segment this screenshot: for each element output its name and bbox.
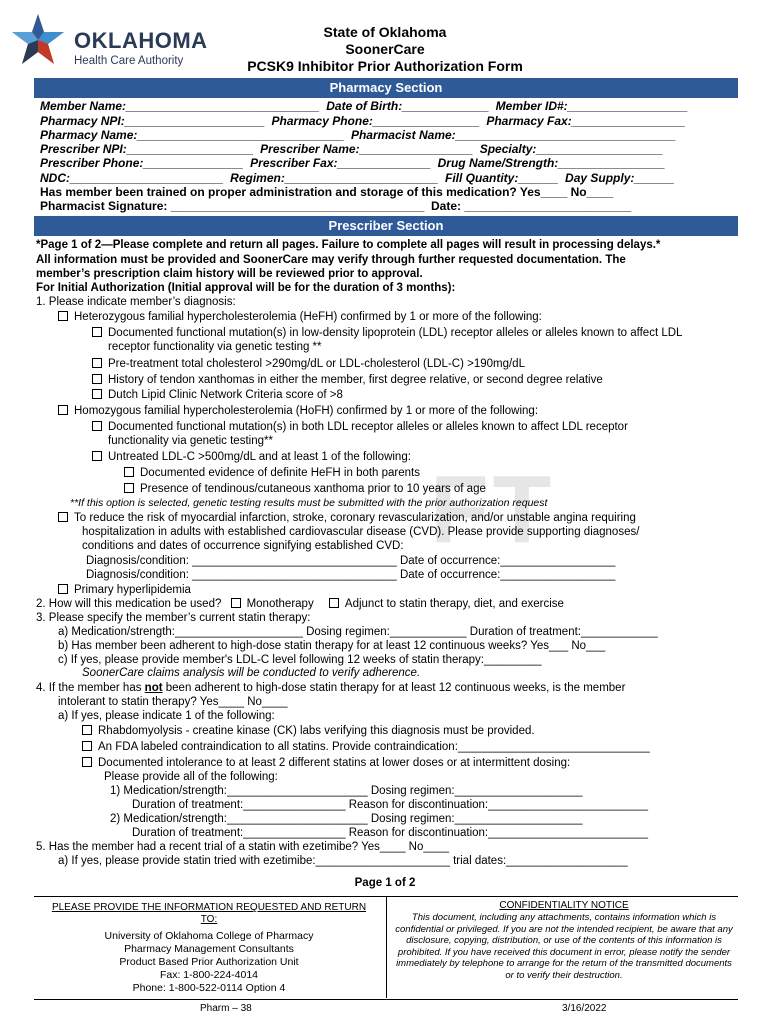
question-4a: a) If yes, please indicate 1 of the following: xyxy=(58,710,275,722)
option-hefh-mutation[interactable]: Documented functional mutation(s) in low-density lipoprotein (LDL) receptor alleles or alleles known to affect LDL xyxy=(92,326,682,340)
pharmacy-section-header: Pharmacy Section xyxy=(34,78,738,98)
header-program: SoonerCare xyxy=(345,41,425,57)
form-date: 3/16/2022 xyxy=(562,1003,607,1014)
option-hofh-xanthoma[interactable]: Presence of tendinous/cutaneous xanthoma prior to 10 years of age xyxy=(124,482,486,496)
notice-info-1: All information must be provided and SoonerCare may verify through further requested documentation. The xyxy=(36,254,626,266)
option-hefh-mutation-cont: receptor functionality via genetic testing ** xyxy=(108,341,322,353)
logo-subtitle: Health Care Authority xyxy=(74,55,184,67)
initial-authorization-heading: For Initial Authorization (Initial approval will be for the duration of 3 months): xyxy=(36,282,456,294)
pharmacy-line-member[interactable]: Member Name:_____________________________ Date of Birth:_____________ Member ID#:__________________ xyxy=(40,99,688,113)
question-1: 1. Please indicate member’s diagnosis: xyxy=(36,296,236,308)
genetic-testing-footnote: **If this option is selected, genetic testing results must be submitted with the prior authorization request xyxy=(70,497,548,509)
checkbox[interactable] xyxy=(92,358,102,368)
checkbox[interactable] xyxy=(92,327,102,337)
oha-logo xyxy=(8,10,208,70)
option-fda-contraindication[interactable]: An FDA labeled contraindication to all statins. Provide contraindication:______________________________ xyxy=(82,740,650,754)
checkbox[interactable] xyxy=(58,584,68,594)
option-cvd-cont2: conditions and dates of occurrence signifying established CVD: xyxy=(82,540,404,552)
option-hefh-dutch[interactable]: Dutch Lipid Clinic Network Criteria score of >8 xyxy=(92,388,343,402)
checkbox[interactable] xyxy=(82,757,92,767)
checkbox[interactable] xyxy=(92,421,102,431)
confidentiality-title: CONFIDENTIALITY NOTICE xyxy=(499,900,629,911)
return-dept: Pharmacy Management Consultants xyxy=(124,943,294,955)
option-hefh-xanthomas[interactable]: History of tendon xanthomas in either the member, first degree relative, or second degree relative xyxy=(92,373,603,387)
pharmacy-line-training[interactable]: Has member been trained on proper administration and storage of this medication? Yes____ No____ xyxy=(40,185,614,199)
diagnosis-field-1[interactable]: Diagnosis/condition: ________________________________ Date of occurrence:__________________ xyxy=(86,555,616,567)
notice-info-2: member’s prescription claim history will be reviewed prior to approval. xyxy=(36,268,423,280)
return-fax: Fax: 1-800-224-4014 xyxy=(159,969,259,981)
option-hofh-parents[interactable]: Documented evidence of definite HeFH in both parents xyxy=(124,466,420,480)
provide-all-label: Please provide all of the following: xyxy=(104,771,278,783)
option-hofh-ldl[interactable]: Untreated LDL-C >500mg/dL and at least 1 of the following: xyxy=(92,450,411,464)
medication-1-line2[interactable]: Duration of treatment:________________ Reason for discontinuation:_________________________ xyxy=(132,799,649,811)
draft-watermark: FT xyxy=(430,456,556,563)
footer-divider xyxy=(386,896,387,998)
option-rhabdomyolysis[interactable]: Rhabdomyolysis - creatine kinase (CK) labs verifying this diagnosis must be provided. xyxy=(82,724,535,738)
form-id: Pharm – 38 xyxy=(200,1003,252,1014)
page-number: Page 1 of 2 xyxy=(354,877,416,889)
option-hofh-mutation-cont: functionality via genetic testing** xyxy=(108,435,273,447)
pharmacy-line-signature[interactable]: Pharmacist Signature: ______________________________________ Date: _________________________ xyxy=(40,199,632,213)
checkbox[interactable] xyxy=(92,389,102,399)
form-title: PCSK9 Inhibitor Prior Authorization Form xyxy=(247,58,523,74)
question-3b[interactable]: b) Has member been adherent to high-dose statin therapy for at least 12 continuous weeks? Yes___ No___ xyxy=(58,640,606,652)
medication-2-line2[interactable]: Duration of treatment:________________ Reason for discontinuation:_________________________ xyxy=(132,827,649,839)
checkbox[interactable] xyxy=(92,374,102,384)
checkbox[interactable] xyxy=(124,483,134,493)
return-title-to: TO: xyxy=(200,914,218,925)
question-5a[interactable]: a) If yes, please provide statin tried with ezetimibe:_____________________ trial dates:___________________ xyxy=(58,855,628,867)
return-university: University of Oklahoma College of Pharmacy xyxy=(104,930,314,942)
option-hofh[interactable]: Homozygous familial hypercholesterolemia (HoFH) confirmed by 1 or more of the following: xyxy=(58,404,538,418)
pharmacy-line-ndc[interactable]: NDC:_______________________ Regimen:_______________________ Fill Quantity:______ Day Supply:______ xyxy=(40,171,675,185)
question-3: 3. Please specify the member’s current statin therapy: xyxy=(36,612,311,624)
checkbox[interactable] xyxy=(124,467,134,477)
option-cvd[interactable]: To reduce the risk of myocardial infarction, stroke, coronary revascularization, and/or unstable angina requiring xyxy=(58,511,636,525)
header-state: State of Oklahoma xyxy=(323,24,447,40)
option-hefh-cholesterol[interactable]: Pre-treatment total cholesterol >290mg/dL or LDL-cholesterol (LDL-C) >190mg/dL xyxy=(92,357,525,371)
question-3c[interactable]: c) If yes, please provide member's LDL-C level following 12 weeks of statin therapy:_________ xyxy=(58,654,542,666)
diagnosis-field-2[interactable]: Diagnosis/condition: ________________________________ Date of occurrence:__________________ xyxy=(86,569,616,581)
medication-2-line1[interactable]: 2) Medication/strength:______________________ Dosing regimen:____________________ xyxy=(110,813,583,825)
question-4-cont[interactable]: intolerant to statin therapy? Yes____ No____ xyxy=(58,696,288,708)
checkbox[interactable] xyxy=(58,311,68,321)
checkbox-adjunct[interactable] xyxy=(329,598,339,608)
option-primary-hyperlipidemia[interactable]: Primary hyperlipidemia xyxy=(58,583,191,597)
option-hefh[interactable]: Heterozygous familial hypercholesterolemia (HeFH) confirmed by 1 or more of the following: xyxy=(58,310,542,324)
return-unit: Product Based Prior Authorization Unit xyxy=(119,956,299,968)
option-documented-intolerance[interactable]: Documented intolerance to at least 2 different statins at lower doses or at intermittent dosing: xyxy=(82,756,570,770)
pharmacy-line-prescriber-phone[interactable]: Prescriber Phone:_______________ Prescriber Fax:______________ Drug Name/Strength:________________ xyxy=(40,156,666,170)
pharmacy-line-npi[interactable]: Pharmacy NPI:_____________________ Pharmacy Phone:________________ Pharmacy Fax:_________________ xyxy=(40,114,686,128)
option-hofh-mutation[interactable]: Documented functional mutation(s) in both LDL receptor alleles or alleles known to affect LDL receptor xyxy=(92,420,628,434)
option-cvd-cont1: hospitalization in adults with established cardiovascular disease (CVD). Please provide supporting diagnoses/ xyxy=(82,526,640,538)
question-3a[interactable]: a) Medication/strength:____________________ Dosing regimen:____________ Duration of treatment:____________ xyxy=(58,626,658,638)
notice-page: *Page 1 of 2—Please complete and return all pages. Failure to complete all pages will result in processing delays.* xyxy=(36,239,661,251)
checkbox[interactable] xyxy=(58,405,68,415)
question-2: 2. How will this medication be used? Monotherapy Adjunct to statin therapy, diet, and exercise xyxy=(36,598,564,610)
checkbox[interactable] xyxy=(92,451,102,461)
claims-analysis-note: SoonerCare claims analysis will be conducted to verify adherence. xyxy=(82,667,421,679)
medication-1-line1[interactable]: 1) Medication/strength:______________________ Dosing regimen:____________________ xyxy=(110,785,583,797)
prescriber-section-header: Prescriber Section xyxy=(34,216,738,236)
return-title: PLEASE PROVIDE THE INFORMATION REQUESTED AND RETURN xyxy=(51,902,367,913)
star-logo-icon xyxy=(8,10,68,70)
question-4: 4. If the member has not been adherent to high-dose statin therapy for at least 12 continuous weeks, is the member xyxy=(36,682,626,694)
checkbox[interactable] xyxy=(58,512,68,522)
checkbox[interactable] xyxy=(82,725,92,735)
question-5[interactable]: 5. Has the member had a recent trial of a statin with ezetimibe? Yes____ No____ xyxy=(36,841,449,853)
pharmacy-line-name[interactable]: Pharmacy Name:_______________________________ Pharmacist Name:_________________________________ xyxy=(40,128,676,142)
confidentiality-body: This document, including any attachments, contains information which is confidential or privileged. If you are not the intended recipient, be aware that any disclosure, copying, distribution, or use of the contents of this information is prohibited. If you have received this document in error, please notify the sender immediately by telephone to arrange for the return of the transmitted documents or to verify their destruction. xyxy=(395,912,733,981)
checkbox-monotherapy[interactable] xyxy=(231,598,241,608)
pharmacy-line-prescriber[interactable]: Prescriber NPI:___________________ Prescriber Name:_________________ Specialty:___________________ xyxy=(40,142,664,156)
return-phone: Phone: 1-800-522-0114 Option 4 xyxy=(132,982,286,994)
logo-title: OKLAHOMA xyxy=(74,28,208,53)
checkbox[interactable] xyxy=(82,741,92,751)
